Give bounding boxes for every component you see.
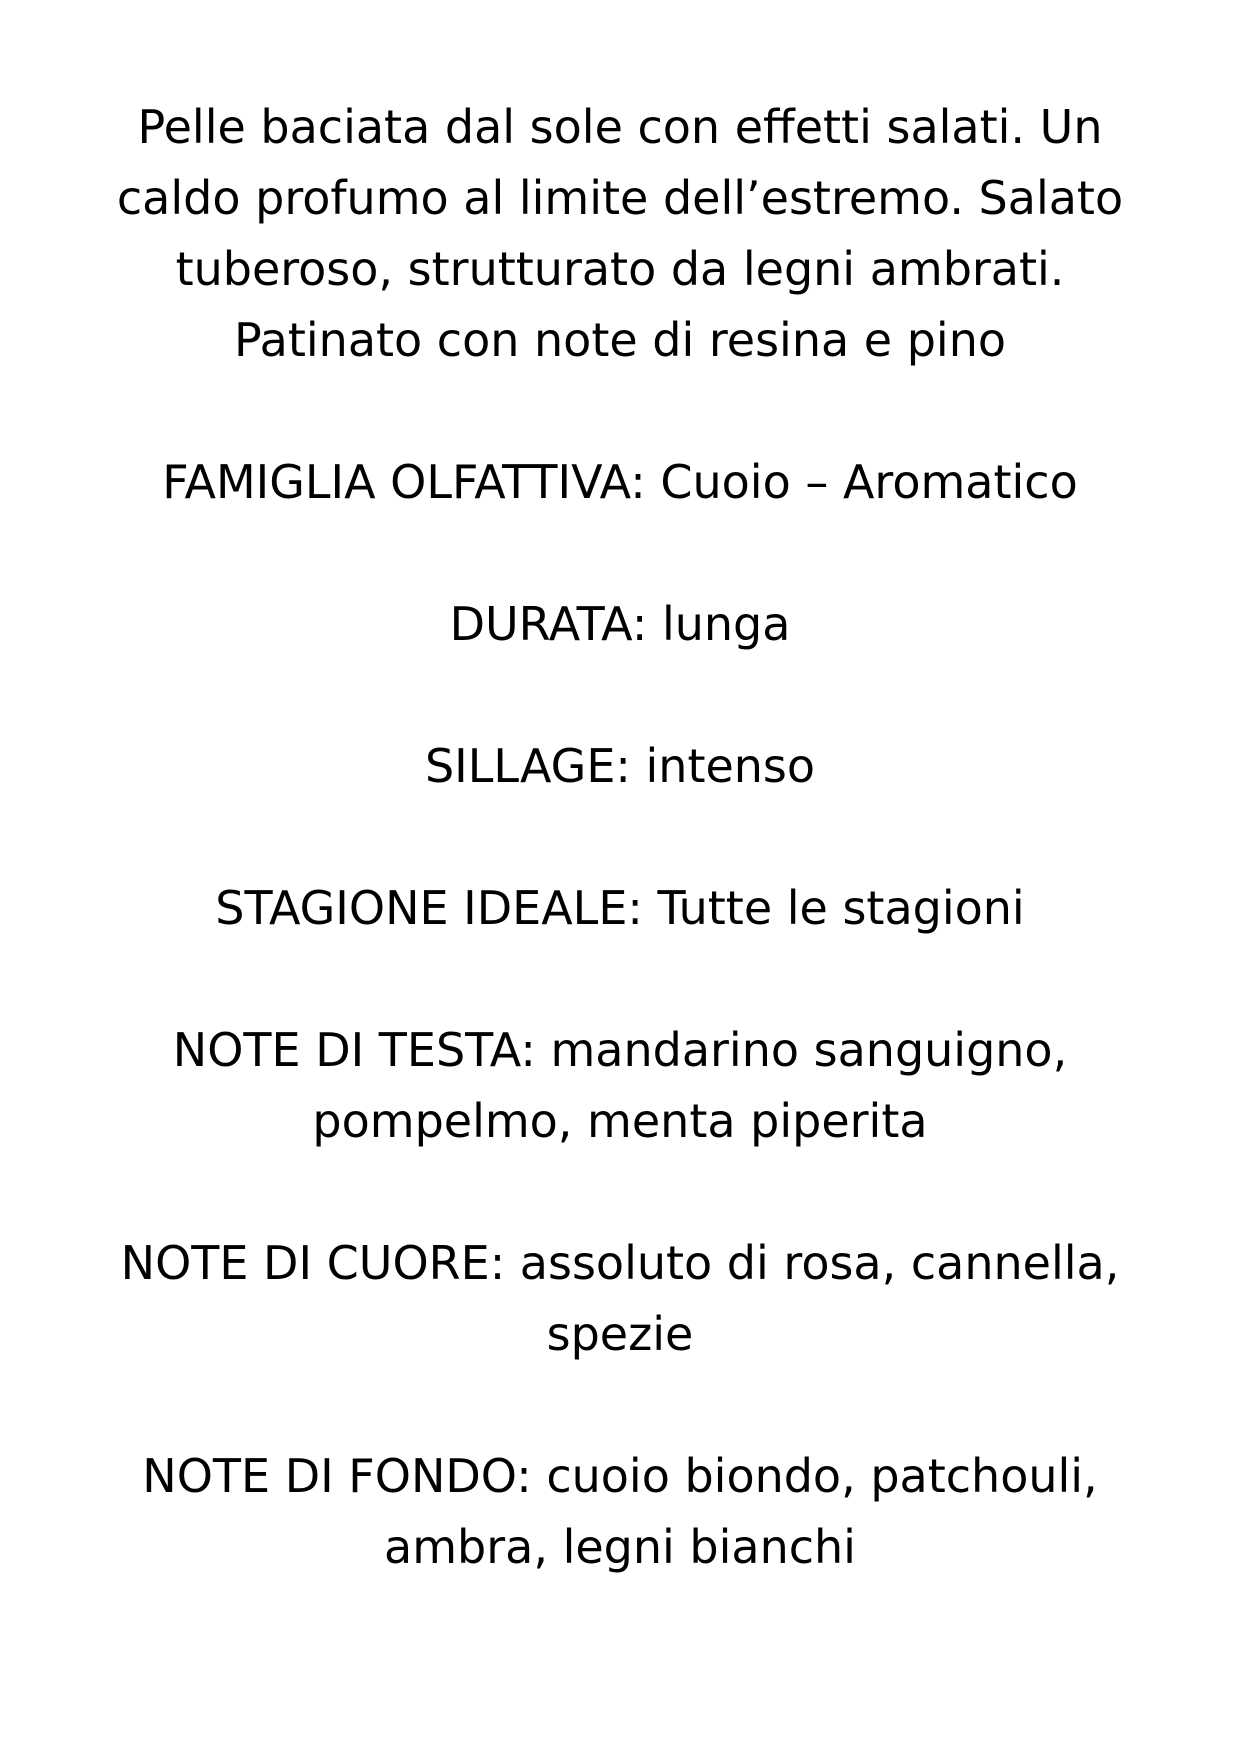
spacer — [95, 1157, 1145, 1228]
sillage: SILLAGE: intenso — [424, 739, 816, 793]
olfactory-family: FAMIGLIA OLFATTIVA: Cuoio – Aromatico — [162, 455, 1078, 509]
spacer — [95, 660, 1145, 731]
ideal-season: STAGIONE IDEALE: Tutte le stagioni — [215, 881, 1025, 935]
top-notes: NOTE DI TESTA: mandarino sanguigno, pompelmo, menta piperita — [172, 1023, 1068, 1148]
base-notes: NOTE DI FONDO: cuoio biondo, patchouli, ambra, legni bianchi — [142, 1449, 1098, 1574]
spacer — [95, 376, 1145, 447]
duration: DURATA: lunga — [449, 597, 791, 651]
heart-notes: NOTE DI CUORE: assoluto di rosa, cannella, spezie — [120, 1236, 1120, 1361]
spacer — [95, 802, 1145, 873]
fragrance-description: Pelle baciata dal sole con effetti salati. Un caldo profumo al limite dell’estremo. Salato tuberoso, strutturato da legni ambrati. Patinato con note di resina e pino — [116, 100, 1124, 367]
spacer — [95, 1370, 1145, 1441]
spacer — [95, 518, 1145, 589]
spacer — [95, 944, 1145, 1015]
